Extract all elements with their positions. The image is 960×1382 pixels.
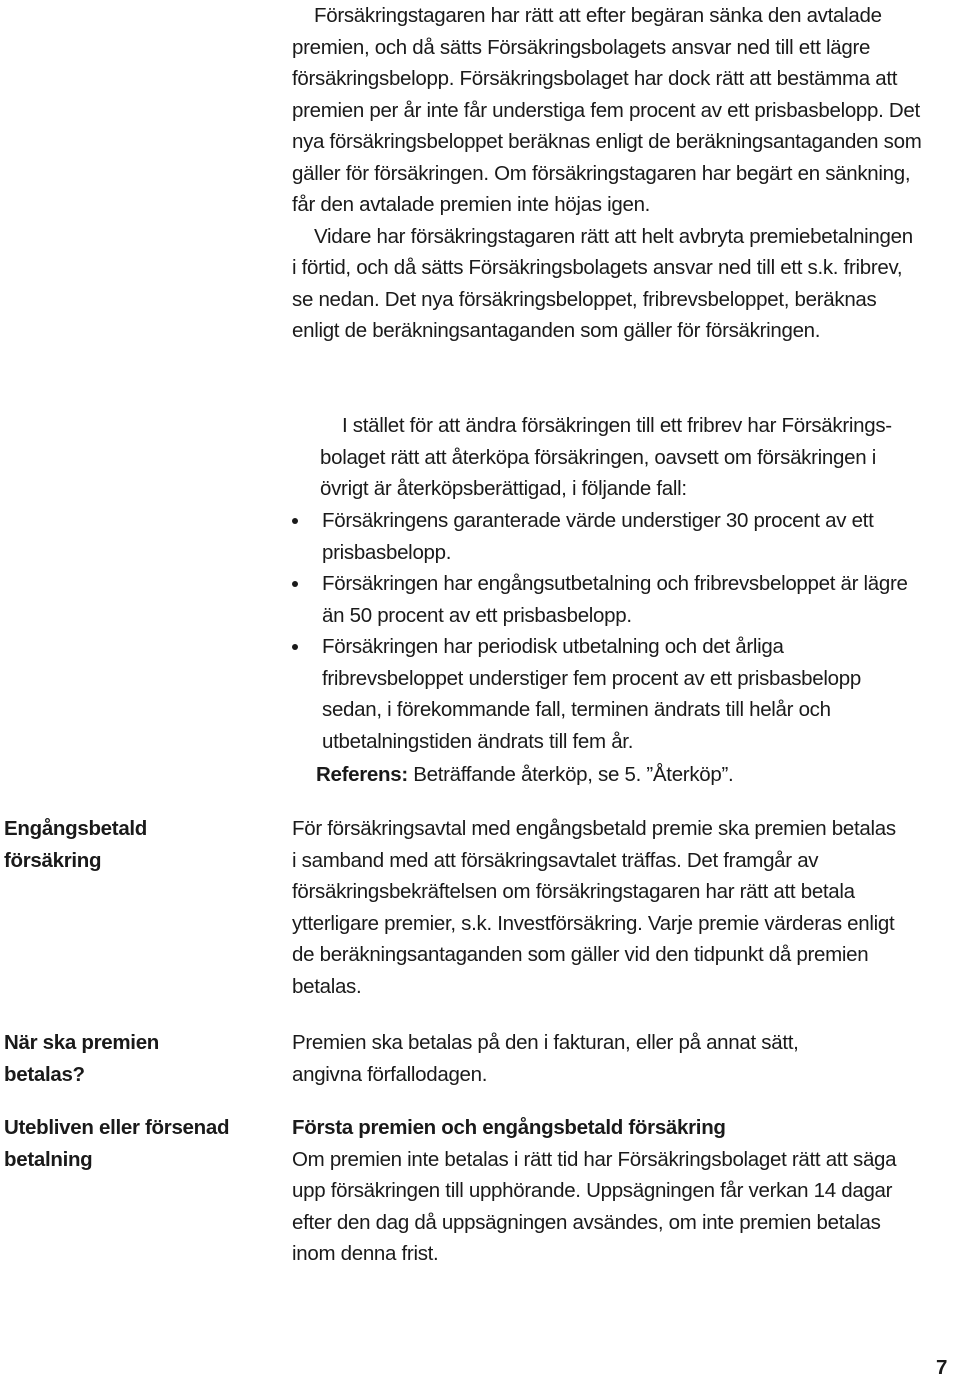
- late-payment-text: [292, 1112, 907, 1270]
- reference-text: Beträffande återköp, se 5. ”Återköp”.: [407, 763, 734, 786]
- bullet-text-1: Försäkringens garanterade värde understiger 30 procent av ett prisbasbelopp.: [322, 509, 874, 564]
- buyback-paragraph: I stället för att ändra försäkringen till ett fribrev har Försäkrings-bolaget rätt att återköpa försäkringen, oavsett om försäkringen i övrigt är återköpsberättigad, i följande fall:: [320, 414, 892, 500]
- intro-paragraph-1: Försäkringstagaren har rätt att efter begäran sänka den avtalade premien, och då sätts Försäkringsbolagets ansvar ned till ett lägre försäkringsbelopp. Försäkringsbolaget har dock rätt att bestämma att premien per år inte får understiga fem procent av ett prisbasbelopp. Det nya försäkringsbeloppet beräknas enligt de beräkningsantaganden som gäller för försäkringen. Om försäkringstagaren har begärt en sänkning, får den avtalade premien inte höjas igen.: [292, 4, 922, 216]
- side-heading-when-pay: När ska premien betalas?: [4, 1031, 160, 1086]
- single-payment-paragraph: För försäkringsavtal med engångsbetald premie ska premien betalas i samband med att försäkringsavtalet träffas. Det framgår av försäkringsbekräftelsen om försäkringstagaren har rätt att betala ytterligare premier, s.k. Investförsäkring. Varje premie värderas enligt de beräkningsantaganden som gäller vid den tidpunkt då premien betalas.: [292, 817, 896, 998]
- bullet-icon: [292, 644, 298, 650]
- bullet-icon: [292, 581, 298, 587]
- buyback-conditions-list: [292, 505, 922, 757]
- buyback-text-block: [292, 410, 912, 505]
- list-item: [292, 631, 922, 757]
- when-pay-paragraph: Premien ska betalas på den i fakturan, eller på annat sätt, angivna förfallodagen.: [292, 1031, 799, 1086]
- bullet-icon: [292, 518, 298, 524]
- list-item: [292, 568, 922, 631]
- reference-label: Referens:: [316, 763, 408, 786]
- list-item: [292, 505, 922, 568]
- side-heading-single-payment: Engångsbetald försäkring: [4, 817, 148, 872]
- bullet-text-3: Försäkringen har periodisk utbetalning och det årliga fribrevsbeloppet understiger fem procent av ett prisbasbelopp sedan, i förekommande fall, terminen ändrats till helår och utbetalningstiden ändrats till fem år.: [322, 635, 861, 753]
- bullet-text-2: Försäkringen har engångsutbetalning och fribrevsbeloppet är lägre än 50 procent av ett prisbasbelopp.: [322, 572, 908, 627]
- intro-text-block: [292, 0, 922, 347]
- late-payment-paragraph: Om premien inte betalas i rätt tid har Försäkringsbolaget rätt att säga upp försäkringen till upphörande. Uppsägningen får verkan 14 dagar efter den dag då uppsägningen avsändes, om inte premien betalas inom denna frist.: [292, 1147, 897, 1265]
- intro-paragraph-2: Vidare har försäkringstagaren rätt att helt avbryta premiebetalningen i förtid, och då sätts Försäkringsbolagets ansvar ned till ett s.k. fribrev, se nedan. Det nya försäkringsbeloppet, fribrevsbeloppet, beräknas enligt de beräkningsantaganden som gäller för försäkringen.: [292, 224, 913, 342]
- when-pay-text: [292, 1027, 852, 1090]
- page-number: 7: [936, 1356, 948, 1379]
- late-payment-subheading: Första premien och engångsbetald försäkring: [292, 1116, 726, 1139]
- side-heading-late-payment: Utebliven eller försenad betalning: [4, 1116, 230, 1171]
- single-payment-text: [292, 813, 902, 1002]
- reference-line: [316, 759, 733, 791]
